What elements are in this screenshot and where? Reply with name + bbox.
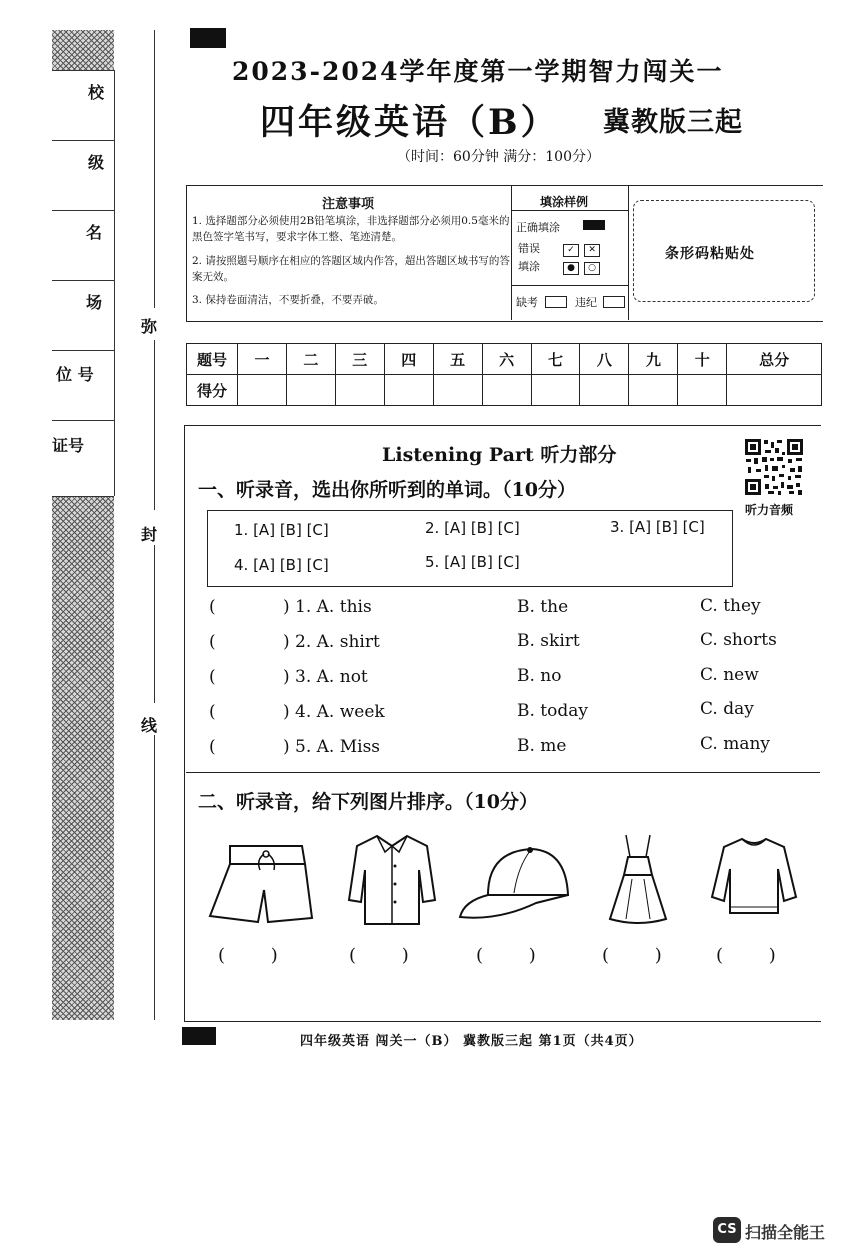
notice-item-3: 3. 保持卷面清洁，不要折叠，不要弄破。 xyxy=(192,294,384,306)
info-divider xyxy=(52,140,114,141)
question-3: ) 3. A. not xyxy=(283,667,368,687)
question-1-option-c: C. they xyxy=(700,596,761,616)
seal-line xyxy=(154,545,155,703)
score-cell[interactable] xyxy=(531,375,580,406)
violation-checkbox[interactable] xyxy=(603,296,625,308)
question-5-option-c: C. many xyxy=(700,734,771,754)
score-header-cell: 七 xyxy=(531,344,580,375)
fill-sample-title: 填涂样例 xyxy=(540,195,589,209)
score-header-cell: 四 xyxy=(384,344,433,375)
seal-line xyxy=(154,340,155,510)
section2-title: 二、听录音，给下列图片排序。（10分） xyxy=(198,791,538,813)
violation-label: 违纪 xyxy=(575,296,597,309)
order-blank-5[interactable]: ( ) xyxy=(716,945,776,966)
shirt-icon xyxy=(347,830,437,930)
circle-mark-icon: ○ xyxy=(584,262,600,275)
answer-paren-open: ( xyxy=(209,667,216,687)
seal-line xyxy=(154,30,155,308)
dot-mark-icon: ● xyxy=(563,262,579,275)
score-cell[interactable] xyxy=(678,375,727,406)
score-header-cell: 九 xyxy=(629,344,678,375)
answer-mark-3[interactable]: 3. [A] [B] [C] xyxy=(610,518,705,536)
camscanner-watermark: 扫描全能王 xyxy=(745,1223,826,1242)
order-blank-4[interactable]: ( ) xyxy=(602,945,662,966)
question-4-option-c: C. day xyxy=(700,699,754,719)
score-header-cell: 总分 xyxy=(727,344,822,375)
alignment-mark xyxy=(182,1027,216,1045)
question-4-option-b: B. today xyxy=(517,701,588,721)
question-2: ) 2. A. shirt xyxy=(283,632,380,652)
textbook-edition: 冀教版三起 xyxy=(603,107,743,138)
seal-line xyxy=(154,735,155,1020)
answer-mark-5[interactable]: 5. [A] [B] [C] xyxy=(425,553,520,571)
score-cell[interactable] xyxy=(629,375,678,406)
listening-part-title: Listening Part 听力部分 xyxy=(382,444,617,466)
info-divider xyxy=(52,420,114,421)
score-cell[interactable] xyxy=(580,375,629,406)
question-3-option-b: B. no xyxy=(517,666,562,686)
section1-title: 一、听录音，选出你所听到的单词。（10分） xyxy=(198,479,576,501)
section-divider xyxy=(186,772,820,773)
score-table-score-row xyxy=(187,375,822,406)
score-cell[interactable] xyxy=(433,375,482,406)
notice-divider xyxy=(628,185,629,320)
seal-char-mi: 弥 xyxy=(141,317,158,336)
barcode-label: 条形码粘贴处 xyxy=(665,246,755,262)
qr-audio-label: 听力音频 xyxy=(745,503,794,517)
wrong-fill-label-1: 错误 xyxy=(518,242,540,255)
question-3-option-c: C. new xyxy=(700,665,759,685)
wrong-fill-samples-row2 xyxy=(563,258,600,277)
score-header-cell: 三 xyxy=(335,344,384,375)
alignment-mark xyxy=(190,28,226,48)
question-4: ) 4. A. week xyxy=(283,702,385,722)
score-cell[interactable] xyxy=(727,375,822,406)
answer-paren-open: ( xyxy=(209,702,216,722)
qr-code-icon xyxy=(744,438,804,496)
notice-item-1: 1. 选择题部分必须使用2B铅笔填涂，非选择题部分必须用0.5毫米的黑色签字笔书写，要求字体工整、笔迹清楚。 xyxy=(192,215,510,243)
score-cell[interactable] xyxy=(482,375,531,406)
order-blank-3[interactable]: ( ) xyxy=(476,945,536,966)
filled-mark-sample xyxy=(583,220,605,230)
score-table-header-row xyxy=(187,344,822,375)
score-cell[interactable] xyxy=(384,375,433,406)
dress-icon xyxy=(606,833,671,928)
info-divider xyxy=(52,496,114,497)
order-blank-1[interactable]: ( ) xyxy=(218,945,278,966)
score-header-cell: 题号 xyxy=(187,344,238,375)
score-header-cell: 五 xyxy=(433,344,482,375)
score-header-cell: 十 xyxy=(678,344,727,375)
wrong-fill-label-2: 填涂 xyxy=(518,260,540,273)
score-header-cell: 六 xyxy=(482,344,531,375)
answer-mark-1[interactable]: 1. [A] [B] [C] xyxy=(234,521,329,539)
question-1-option-b: B. the xyxy=(517,597,569,617)
correct-fill-label: 正确填涂 xyxy=(516,221,560,234)
sample-divider xyxy=(511,285,628,286)
class-label: 级 xyxy=(88,153,105,172)
score-cell[interactable] xyxy=(286,375,335,406)
check-mark-icon: ✓ xyxy=(563,244,579,257)
answer-paren-open: ( xyxy=(209,737,216,757)
time-score-info: （时间：60分钟 满分：100分） xyxy=(397,149,600,165)
score-header-cell: 一 xyxy=(238,344,287,375)
cap-icon xyxy=(458,843,573,925)
notice-title: 注意事项 xyxy=(322,197,375,212)
shorts-icon xyxy=(206,838,316,928)
answer-paren-open: ( xyxy=(209,632,216,652)
absent-checkbox[interactable] xyxy=(545,296,567,308)
cross-mark-icon: ✕ xyxy=(584,244,600,257)
order-blank-2[interactable]: ( ) xyxy=(349,945,409,966)
question-5: ) 5. A. Miss xyxy=(283,737,381,757)
score-cell[interactable] xyxy=(335,375,384,406)
info-divider xyxy=(52,350,114,351)
sample-divider xyxy=(511,210,628,211)
seal-char-feng: 封 xyxy=(141,525,158,544)
page-footer: 四年级英语 闯关一（B） 冀教版三起 第1页（共4页） xyxy=(300,1034,643,1049)
question-2-option-b: B. skirt xyxy=(517,631,580,651)
info-divider xyxy=(52,280,114,281)
seal-char-xian: 线 xyxy=(141,716,158,735)
school-label: 校 xyxy=(88,83,105,102)
exam-title-line2: 四年级英语（B） xyxy=(260,102,559,143)
score-row-label: 得分 xyxy=(187,375,238,406)
answer-mark-4[interactable]: 4. [A] [B] [C] xyxy=(234,556,329,574)
score-header-cell: 八 xyxy=(580,344,629,375)
exam-id-label: 证号 xyxy=(52,436,85,455)
wrong-fill-samples-row1 xyxy=(563,240,600,259)
absent-label: 缺考 xyxy=(516,296,538,309)
score-table xyxy=(186,343,822,406)
score-cell[interactable] xyxy=(238,375,287,406)
sweater-icon xyxy=(710,833,798,918)
info-divider xyxy=(52,210,114,211)
exam-title-line1: 2023-2024学年度第一学期智力闯关一 xyxy=(232,57,724,86)
question-2-option-c: C. shorts xyxy=(700,630,777,650)
exam-room-label: 场 xyxy=(86,293,103,312)
question-1: ) 1. A. this xyxy=(283,597,372,617)
answer-mark-2[interactable]: 2. [A] [B] [C] xyxy=(425,519,520,537)
answer-paren-open: ( xyxy=(209,597,216,617)
seat-number-label: 位 号 xyxy=(56,365,94,384)
info-divider xyxy=(52,70,114,71)
score-header-cell: 二 xyxy=(286,344,335,375)
camscanner-logo-icon: CS xyxy=(713,1217,741,1243)
notice-item-2: 2. 请按照题号顺序在相应的答题区域内作答，超出答题区域书写的答案无效。 xyxy=(192,255,510,283)
question-5-option-b: B. me xyxy=(517,736,567,756)
name-label: 名 xyxy=(86,223,103,242)
